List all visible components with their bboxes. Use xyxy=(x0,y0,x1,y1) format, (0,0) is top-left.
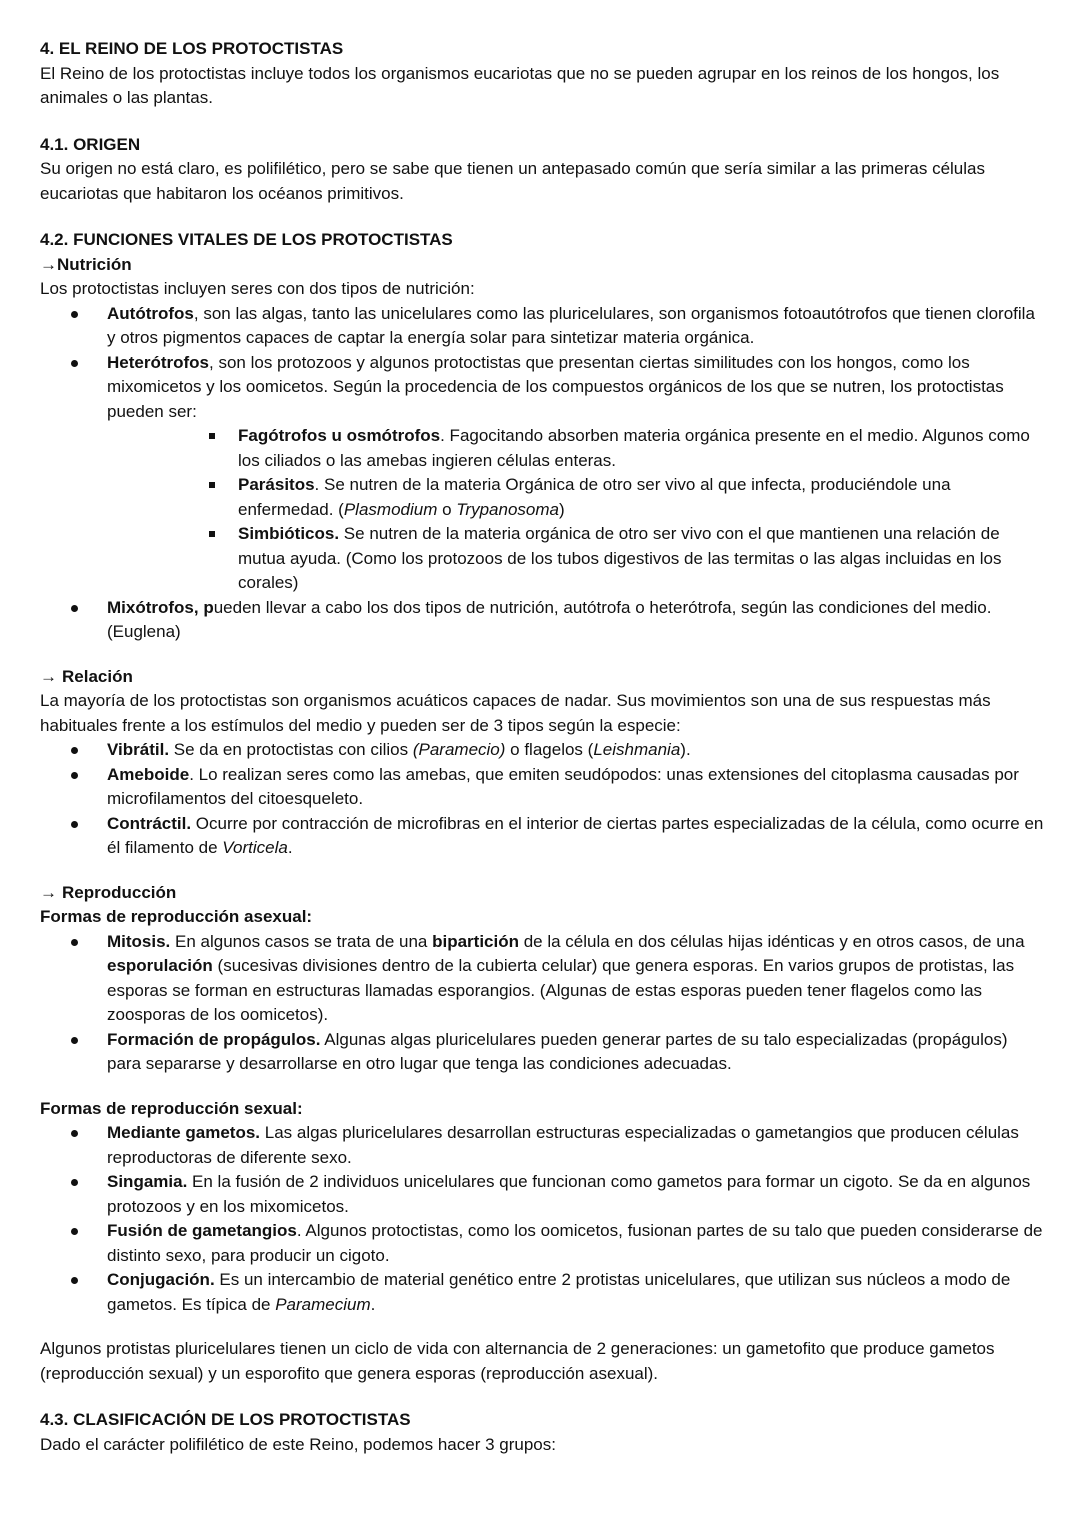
intro-paragraph: El Reino de los protoctistas incluye todos los organismos eucariotas que no se pueden agrupar en los reinos de los hongos, los animales o las plantas. xyxy=(40,63,1000,107)
origen-paragraph: Su origen no está claro, es polifilético, pero se sabe que tienen un antepasado común que sería similar a las primeras células eucariotas que habitaron los océanos primitivos. xyxy=(40,159,985,203)
asexual-list xyxy=(40,930,1044,1077)
nutricion-list xyxy=(40,302,1044,645)
sexual-heading: Formas de reproducción sexual: xyxy=(40,1098,303,1118)
list-item-mixotrofos: Mixótrofos, pueden llevar a cabo los dos tipos de nutrición, autótrofa o heterótrofa, según las condiciones del medio. (Euglena) xyxy=(40,596,1044,645)
list-item-contractil: Contráctil. Ocurre por contracción de microfibras en el interior de ciertas partes especializadas de la célula, como ocurre en él filamento de Vorticela. xyxy=(40,812,1044,861)
relacion-list xyxy=(40,738,1044,861)
list-item-mitosis: Mitosis. En algunos casos se trata de una bipartición de la célula en dos células hijas idénticas y en otros casos, de una esporulación (sucesivas divisiones dentro de la cubierta celular) que genera esporas. En varios grupos de protistas, las esporas se forman en estructuras llamadas esporangios. (Algunas de estas esporas pueden tener flagelos como las zoosporas de los oomicetos). xyxy=(40,930,1044,1028)
origen-heading: 4.1. ORIGEN xyxy=(40,134,141,154)
nutricion-heading: →Nutrición xyxy=(40,254,132,274)
arrow-icon: → xyxy=(40,254,57,274)
section-title: 4. EL REINO DE LOS PROTOCTISTAS xyxy=(40,39,344,58)
clasificacion-paragraph: Dado el carácter polifilético de este Reino, podemos hacer 3 grupos: xyxy=(40,1434,556,1454)
ciclo-paragraph: Algunos protistas pluricelulares tienen un ciclo de vida con alternancia de 2 generaciones: un gametofito que produce gametos (reproducción sexual) y un esporofito que genera esporas (reproducción asexual). xyxy=(40,1339,995,1383)
list-item-autotrofos: Autótrofos, son las algas, tanto las unicelulares como las pluricelulares, son organismos fotoautótrofos que tienen clorofila y otros pigmentos capaces de captar la energía solar para sintetizar materia orgánica. xyxy=(40,302,1044,351)
list-item-conjugacion: Conjugación. Es un intercambio de material genético entre 2 protistas unicelulares, que utilizan sus núcleos a modo de gametos. Es típica de Paramecium. xyxy=(40,1268,1044,1317)
list-item-ameboide: Ameboide. Lo realizan seres como las amebas, que emiten seudópodos: unas extensiones del citoplasma causadas por microfilamentos del citoesqueleto. xyxy=(40,763,1044,812)
list-item-heterotrofos: Heterótrofos, son los protozoos y algunos protoctistas que presentan ciertas similitudes con los hongos, como los mixomicetos y los oomicetos. Según la procedencia de los compuestos orgánicos de los que se nutren, los protoctistas pueden ser: Fagótrofos u osmótrofos. Fagocitando absorben materia orgánica presente en el medio. Algunos como los ciliados o las amebas ingieren células enteras. Parásitos. Se nutren de la materia Orgánica de otro ser vivo al que infecta, produciéndole una enfermedad. (Plasmodium o Trypanosoma) Simbióticos. Se nutren de la materia orgánica de otro ser vivo con el que mantienen una relación de mutua ayuda. (Como los protozoos de los tubos digestivos de las termitas o las algas incluidas en los corales) xyxy=(40,351,1044,596)
relacion-heading: → Relación xyxy=(40,665,1044,690)
list-item-propagulos: Formación de propágulos. Algunas algas pluricelulares pueden generar partes de su talo especializadas (propágulos) para separarse y desarrollarse en otro lugar que tenga las condiciones adecuadas. xyxy=(40,1028,1044,1077)
list-item-fusion: Fusión de gametangios. Algunos protoctistas, como los oomicetos, fusionan partes de su talo que pueden considerarse de distinto sexo, para producir un cigoto. xyxy=(40,1219,1044,1268)
list-item-parasitos: Parásitos. Se nutren de la materia Orgánica de otro ser vivo al que infecta, produciéndole una enfermedad. (Plasmodium o Trypanosoma) xyxy=(107,473,1044,522)
funciones-heading: 4.2. FUNCIONES VITALES DE LOS PROTOCTISTAS xyxy=(40,230,453,249)
list-item-fagotrofos: Fagótrofos u osmótrofos. Fagocitando absorben materia orgánica presente en el medio. Algunos como los ciliados o las amebas ingieren células enteras. xyxy=(107,424,1044,473)
heterotrofos-sublist xyxy=(107,424,1044,596)
clasificacion-heading: 4.3. CLASIFICACIÓN DE LOS PROTOCTISTAS xyxy=(40,1410,411,1429)
list-item-singamia: Singamia. En la fusión de 2 individuos unicelulares que funcionan como gametos para formar un cigoto. Se da en algunos protozoos y en los mixomicetos. xyxy=(40,1170,1044,1219)
list-item-vibratil: Vibrátil. Se da en protoctistas con cilios (Paramecio) o flagelos (Leishmania). xyxy=(40,738,1044,763)
asexual-heading: Formas de reproducción asexual: xyxy=(40,907,313,926)
list-item-gametos: Mediante gametos. Las algas pluricelulares desarrollan estructuras especializadas o gametangios que producen células reproductoras de diferente sexo. xyxy=(40,1121,1044,1170)
list-item-simbioticos: Simbióticos. Se nutren de la materia orgánica de otro ser vivo con el que mantienen una relación de mutua ayuda. (Como los protozoos de los tubos digestivos de las termitas o las algas incluidas en los corales) xyxy=(107,522,1044,596)
arrow-icon: → xyxy=(40,666,57,686)
relacion-intro: La mayoría de los protoctistas son organismos acuáticos capaces de nadar. Sus movimientos son una de sus respuestas más habituales frente a los estímulos del medio y pueden ser de 3 tipos según la especie: xyxy=(40,691,991,735)
nutricion-intro: Los protoctistas incluyen seres con dos tipos de nutrición: xyxy=(40,279,475,298)
arrow-icon: → xyxy=(40,882,57,902)
sexual-list xyxy=(40,1121,1044,1317)
reproduccion-heading: → Reproducción xyxy=(40,881,1044,906)
